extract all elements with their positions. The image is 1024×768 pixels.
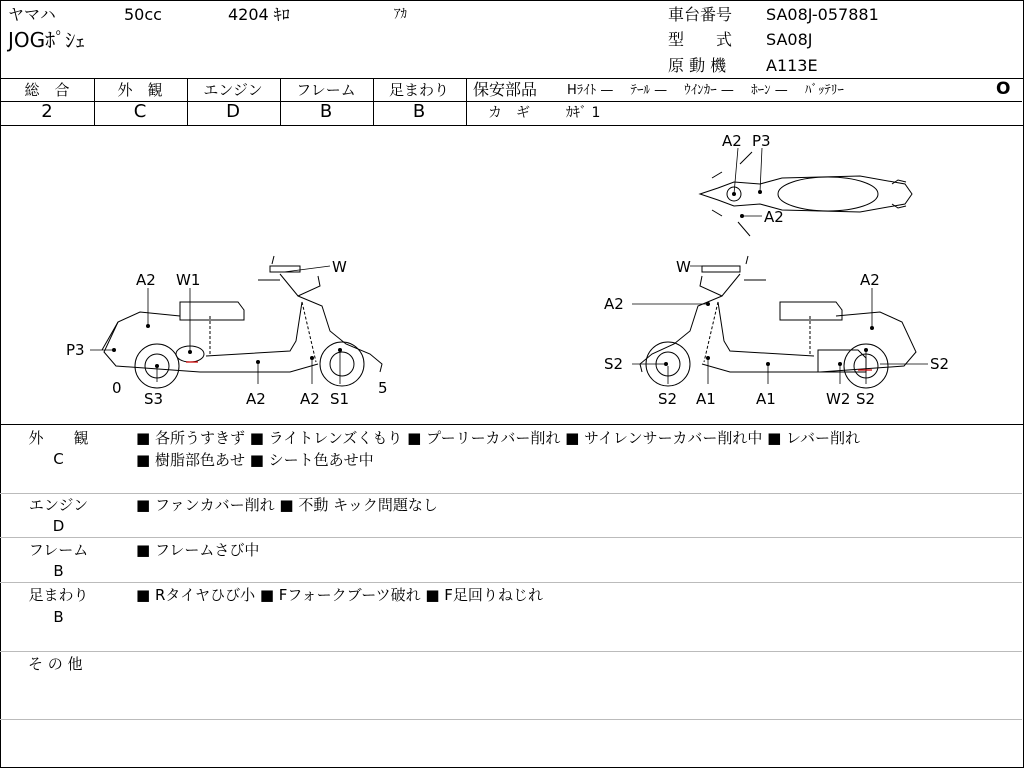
left-label-a2-bottom2: A2 [300, 390, 320, 408]
remark-text-line2: ■ 樹脂部色あせ ■ シート色あせ中 [136, 451, 374, 469]
color: ｱｶ [394, 7, 407, 22]
mileage: 4204 ｷﾛ [228, 5, 290, 24]
left-label-w: W [332, 258, 347, 276]
top-label-a2-lower: A2 [764, 208, 784, 226]
grade-value-suspension: B [412, 101, 426, 122]
point-dots [112, 190, 874, 368]
remark-text-line1: ■ フレームさび中 [136, 541, 260, 559]
key-value: ｶｷﾞ 1 [566, 105, 601, 121]
remark-grade: B [53, 562, 64, 580]
key-label: カ ギ [488, 105, 530, 121]
left-label-a2: A2 [136, 271, 156, 289]
remark-row-suspension [0, 583, 1022, 652]
right-label-w: W [676, 258, 691, 276]
remark-category: 外 観 [28, 429, 89, 447]
leader-lines [90, 148, 928, 384]
grade-value-frame: B [319, 101, 333, 122]
left-label-s3: S3 [144, 390, 164, 408]
grade-value-overall: 2 [41, 101, 53, 122]
left-label-w1: W1 [176, 271, 201, 289]
scooter-diagram [0, 126, 1024, 426]
remark-row-frame [0, 538, 1022, 583]
remark-row-exterior [0, 425, 1022, 494]
grade-value-exterior: C [133, 101, 147, 122]
grade-label-suspension: 足まわり [388, 81, 449, 99]
top-label-a2: A2 [722, 132, 742, 150]
engine-value: A113E [766, 56, 818, 75]
remark-grade: D [52, 517, 65, 535]
scooter-top-view [700, 152, 912, 236]
grade-label-frame: フレーム [296, 81, 356, 99]
divider-header [0, 78, 1024, 79]
right-label-w2: W2 [826, 390, 851, 408]
remark-category: エンジン [28, 496, 89, 514]
grade-label-overall: 総 合 [24, 81, 70, 99]
engine-label: 原 動 機 [668, 56, 727, 75]
grade-label-engine: エンジン [203, 81, 263, 99]
displacement: 50cc [124, 5, 162, 24]
top-label-p3: P3 [752, 132, 771, 150]
left-label-a2-bottom: A2 [246, 390, 266, 408]
grade-value-engine: D [226, 101, 240, 122]
battery-mark: O [996, 79, 1011, 99]
grade-divider [466, 78, 467, 126]
maker: ヤマハ [8, 5, 56, 24]
remark-text-line1: ■ 各所うすきず ■ ライトレンズくもり ■ プーリーカバー削れ ■ サイレンサーカバー削れ中 ■ レバー削れ [136, 429, 860, 447]
remark-category: フレーム [28, 541, 89, 559]
remark-row-other [0, 652, 1022, 720]
remark-text-line1: ■ Rタイヤひび小 ■ Fフォークブーツ破れ ■ F足回りねじれ [136, 586, 543, 604]
left-label-5: 5 [378, 379, 388, 397]
safety-items: Hﾗｲﾄ — ﾃｰﾙ — ｳｲﾝｶｰ — ﾎｰﾝ — ﾊﾞｯﾃﾘｰ [567, 83, 844, 98]
frame-number-label: 車台番号 [668, 5, 733, 24]
left-label-p3: P3 [66, 341, 85, 359]
remark-grade: C [53, 450, 64, 468]
left-label-0: 0 [112, 379, 122, 397]
remark-grade: B [53, 608, 64, 626]
frame-number-value: SA08J-057881 [766, 5, 879, 24]
remark-row-engine [0, 494, 1022, 538]
right-label-s2-bottom: S2 [658, 390, 678, 408]
type-label: 型 式 [668, 30, 733, 49]
right-label-a1: A1 [696, 390, 716, 408]
right-label-s2-right: S2 [930, 355, 950, 373]
right-label-s2-bottom2: S2 [856, 390, 876, 408]
grade-label-exterior: 外 観 [117, 81, 163, 99]
type-value: SA08J [766, 30, 813, 49]
right-label-a2-right: A2 [860, 271, 880, 289]
remark-text-line1: ■ ファンカバー削れ ■ 不動 キック問題なし [136, 496, 438, 514]
right-label-a2-left: A2 [604, 295, 624, 313]
left-label-s1: S1 [330, 390, 350, 408]
right-label-s2-left: S2 [604, 355, 624, 373]
right-label-a1-2: A1 [756, 390, 776, 408]
remark-category: 足まわり [28, 586, 89, 604]
model-name: JOGﾎﾟｼｪ [8, 28, 86, 52]
remark-category: そ の 他 [28, 655, 83, 673]
safety-title: 保安部品 [473, 80, 538, 99]
